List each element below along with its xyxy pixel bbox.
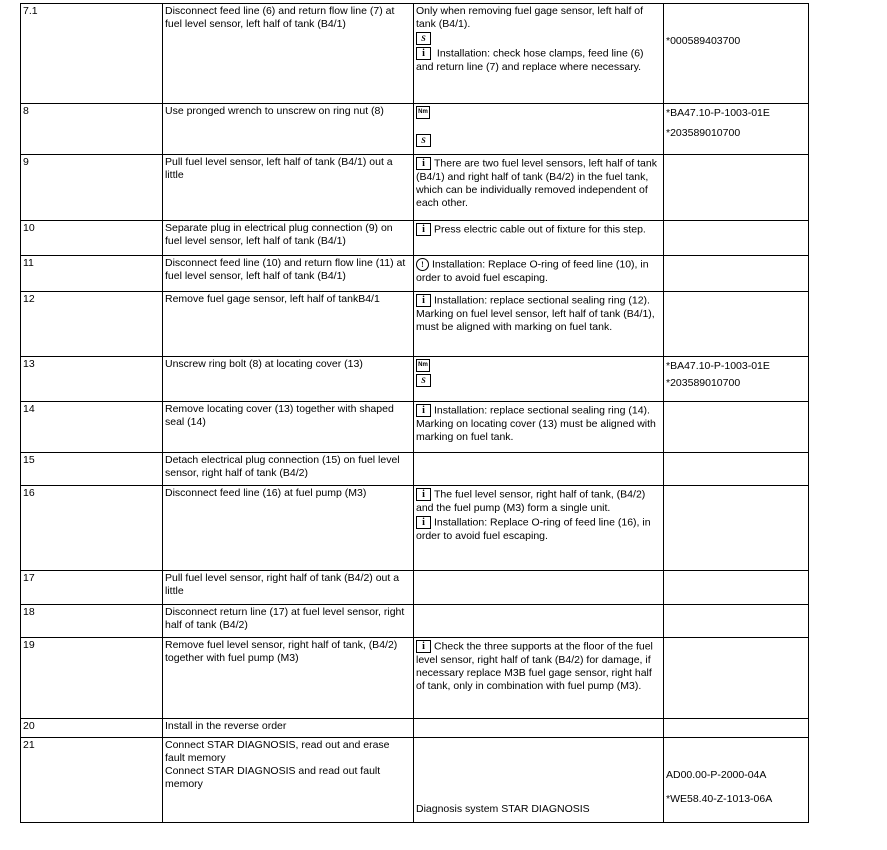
info-icon: i [416,47,431,60]
table-row [21,453,809,486]
step-action-line: Connect STAR DIAGNOSIS, read out and erase fault memory [165,739,390,764]
table-row [21,221,809,256]
reference-link[interactable]: *BA47.10-P-1003-01E [666,107,770,119]
step-action: Disconnect feed line (6) and return flow line (7) at fuel level sensor, left half of tank (B4/1) [163,4,414,104]
info-icon: i [416,516,431,529]
torque-icon: Nm [416,106,430,119]
step-reference [664,453,809,486]
table-row [21,638,809,719]
reference-link[interactable]: AD00.00-P-2000-04A [666,769,767,781]
info-icon: i [416,640,431,653]
step-reference [664,357,809,402]
step-reference [664,738,809,823]
note-text: There are two fuel level sensors, left half of tank (B4/1) and right half of tank (B4/2) in the fuel tank, which can be individually removed independent of each other. [416,157,657,209]
step-reference [664,605,809,638]
step-action-line: Connect STAR DIAGNOSIS and read out fault memory [165,765,381,790]
step-number: 8 [21,104,163,155]
reference-link[interactable]: *WE58.40-Z-1013-06A [666,793,773,805]
step-note [414,738,664,823]
table-row [21,4,809,104]
note-text: Installation: Replace O-ring of feed line (10), in order to avoid fuel escaping. [416,258,649,284]
installation-label: Installation: [436,47,491,60]
table-row [21,402,809,453]
reference-link[interactable]: *203589010700 [666,127,741,139]
reference-link[interactable]: *203589010700 [666,377,741,389]
table-row [21,738,809,823]
info-icon: i [416,404,431,417]
procedure-table [20,3,809,823]
step-number: 10 [21,221,163,256]
step-action: Install in the reverse order [163,719,414,738]
table-row [21,571,809,605]
warning-icon: ! [416,258,429,271]
step-reference [664,104,809,155]
step-number: 12 [21,292,163,357]
table-row [21,719,809,738]
step-note [414,571,664,605]
step-number: 15 [21,453,163,486]
installation-text: check hose clamps, feed line (6) and return line (7) and replace where necessary. [416,47,644,73]
step-reference [664,155,809,221]
step-reference [664,719,809,738]
step-number: 17 [21,571,163,605]
step-note [414,402,664,453]
step-action: Disconnect feed line (16) at fuel pump (M3) [163,486,414,571]
special-tool-icon: S [416,374,431,387]
step-action: Remove locating cover (13) together with shaped seal (14) [163,402,414,453]
step-number: 7.1 [21,4,163,104]
torque-icon: Nm [416,359,430,372]
reference-link[interactable]: *BA47.10-P-1003-01E [666,360,770,372]
step-reference [664,486,809,571]
step-note [414,155,664,221]
step-action: Use pronged wrench to unscrew on ring nut (8) [163,104,414,155]
note-text: Diagnosis system STAR DIAGNOSIS [416,803,590,815]
table-row [21,605,809,638]
note-text: Check the three supports at the floor of the fuel level sensor, right half of tank (B4/2) for damage, if necessary replace M3B fuel gage sensor, right half of tank, only in combination with fuel pump (M3). [416,640,653,692]
step-action: Disconnect feed line (10) and return flow line (11) at fuel level sensor, left half of tank (B4/1) [163,256,414,292]
table-row [21,155,809,221]
table-row [21,104,809,155]
step-reference [664,256,809,292]
step-action: Disconnect return line (17) at fuel level sensor, right half of tank (B4/2) [163,605,414,638]
step-number: 11 [21,256,163,292]
step-reference [664,4,809,104]
step-reference [664,638,809,719]
special-tool-icon: S [416,134,431,147]
step-note [414,453,664,486]
step-number: 9 [21,155,163,221]
note-text: Only when removing fuel gage sensor, left half of tank (B4/1). [416,5,644,30]
step-number: 21 [21,738,163,823]
note-text: Installation: replace sectional sealing ring (12). Marking on fuel level sensor, left half of tank (B4/1), must be aligned with marking on fuel tank. [416,294,655,333]
step-note [414,605,664,638]
step-action: Detach electrical plug connection (15) on fuel level sensor, right half of tank (B4/2) [163,453,414,486]
table-row [21,486,809,571]
info-icon: i [416,223,431,236]
reference-link[interactable]: *000589403700 [666,35,741,47]
step-note [414,719,664,738]
table-row [21,357,809,402]
step-note [414,357,664,402]
step-number: 16 [21,486,163,571]
step-number: 19 [21,638,163,719]
note-block [416,487,661,515]
step-note [414,486,664,571]
step-note [414,4,664,104]
note-text: Installation: replace sectional sealing ring (14). Marking on locating cover (13) must be aligned with marking on fuel tank. [416,404,656,443]
step-action: Separate plug in electrical plug connection (9) on fuel level sensor, left half of tank (B4/1) [163,221,414,256]
step-action: Unscrew ring bolt (8) at locating cover (13) [163,357,414,402]
note-text: Press electric cable out of fixture for this step. [434,223,646,236]
table-row [21,292,809,357]
step-action: Remove fuel level sensor, right half of tank, (B4/2) together with fuel pump (M3) [163,638,414,719]
step-action: Pull fuel level sensor, right half of tank (B4/2) out a little [163,571,414,605]
step-reference [664,571,809,605]
info-icon: i [416,294,431,307]
step-number: 14 [21,402,163,453]
step-reference [664,292,809,357]
step-action: Pull fuel level sensor, left half of tank (B4/1) out a little [163,155,414,221]
step-number: 18 [21,605,163,638]
info-icon: i [416,157,431,170]
step-action: Remove fuel gage sensor, left half of tankB4/1 [163,292,414,357]
step-number: 20 [21,719,163,738]
step-note [414,256,664,292]
special-tool-icon: S [416,32,431,45]
note-text: The fuel level sensor, right half of tank, (B4/2) and the fuel pump (M3) form a single unit. [416,488,646,514]
note-block [416,515,661,543]
step-note [414,292,664,357]
step-reference [664,402,809,453]
step-reference [664,221,809,256]
step-note [414,221,664,256]
step-note [414,104,664,155]
step-note [414,638,664,719]
step-action [163,738,414,823]
info-icon: i [416,488,431,501]
note-text: Installation: Replace O-ring of feed line (16), in order to avoid fuel escaping. [416,516,651,542]
table-row [21,256,809,292]
step-number: 13 [21,357,163,402]
